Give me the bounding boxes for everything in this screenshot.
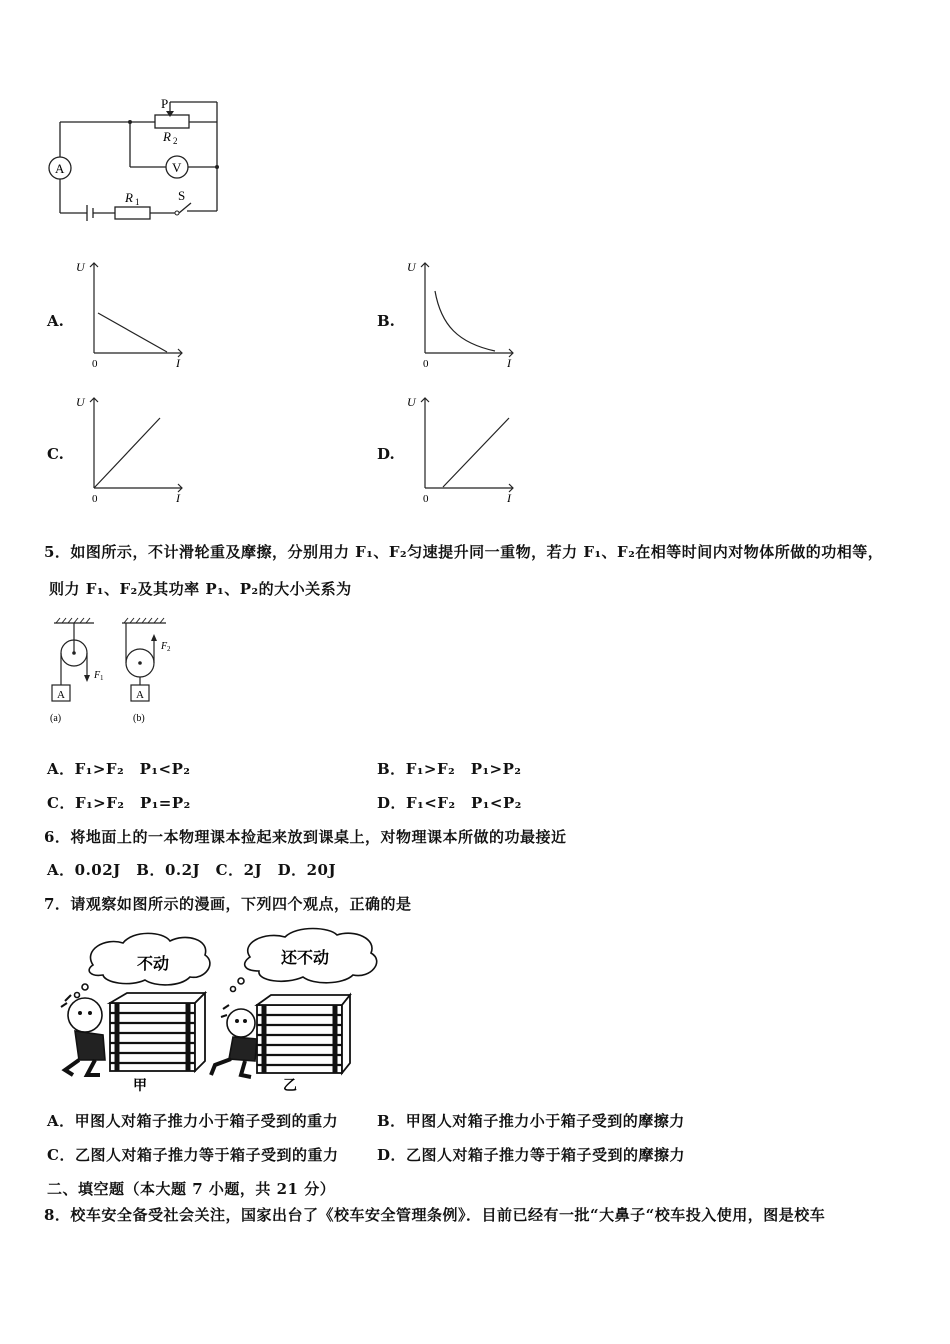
svg-text:0: 0 (92, 493, 98, 505)
svg-text:0: 0 (92, 358, 98, 370)
option-a-label: A. (47, 312, 64, 330)
graph-a (72, 255, 187, 370)
svg-text:U: U (407, 260, 416, 274)
svg-text:I: I (507, 491, 511, 505)
option-b-label: B. (377, 312, 395, 330)
q7-option-a: A．甲图人对箱子推力小于箱子受到的重力 (47, 1112, 339, 1130)
label-P: P (161, 96, 169, 111)
svg-text:A: A (136, 689, 144, 701)
q7-option-d: D．乙图人对箱子推力等于箱子受到的摩擦力 (377, 1146, 686, 1164)
q6-options: A．0.02J B．0.2J C．2J D．20J (47, 861, 337, 879)
caption-left: 甲 (133, 1079, 147, 1094)
q6-question: 6．将地面上的一本物理课本捡起来放到课桌上，对物理课本所做的功最接近 (44, 828, 567, 846)
graph-d (403, 390, 518, 505)
svg-text:1: 1 (100, 674, 104, 682)
q5-option-c: C．F₁>F₂ P₁=P₂ (47, 794, 191, 812)
label-R2: R (163, 129, 171, 144)
q7-question: 7．请观察如图所示的漫画，下列四个观点，正确的是 (44, 895, 412, 913)
label-R1: R (125, 190, 133, 205)
section-2-heading: 二、填空题（本大题 7 小题，共 21 分） (47, 1180, 336, 1198)
svg-text:A: A (57, 689, 65, 701)
label-R1-sub: 1 (135, 197, 140, 207)
q5-option-a: A．F₁>F₂ P₁<P₂ (47, 760, 191, 778)
q8-question: 8．校车安全备受社会关注，国家出台了《校车安全管理条例》．目前已经有一批“大鼻子“校车投入使用，图是校车 (44, 1206, 826, 1224)
q7-option-b: B．甲图人对箱子推力小于箱子受到的摩擦力 (377, 1112, 685, 1130)
svg-text:U: U (76, 260, 85, 274)
bubble-right-text: 还不动 (281, 950, 330, 967)
option-c-label: C. (47, 445, 64, 463)
graph-b (403, 255, 518, 370)
q5-question-line1: 5．如图所示，不计滑轮重及摩擦，分别用力 F₁、F₂匀速提升同一重物，若力 F₁、F₂在相等时间内对物体所做的功相等， (44, 543, 884, 561)
q5-question-line2: 则力 F₁、F₂及其功率 P₁、P₂的大小关系为 (49, 580, 352, 598)
svg-text:U: U (76, 395, 85, 409)
voltmeter-label: V (172, 160, 182, 175)
svg-text:F: F (161, 641, 168, 652)
svg-text:(a): (a) (50, 713, 62, 724)
svg-text:(b): (b) (133, 713, 145, 724)
bubble-left-text: 不动 (137, 956, 170, 973)
label-R2-sub: 2 (173, 136, 178, 146)
circuit-diagram (45, 95, 230, 230)
svg-text:I: I (176, 491, 180, 505)
option-d-label: D. (377, 445, 395, 463)
svg-text:2: 2 (167, 645, 171, 653)
caption-right: 乙 (283, 1079, 297, 1094)
pulley-diagram (40, 615, 185, 730)
svg-text:I: I (507, 356, 511, 370)
ammeter-label: A (55, 161, 65, 176)
svg-text:0: 0 (423, 358, 429, 370)
q7-option-c: C．乙图人对箱子推力等于箱子受到的重力 (47, 1146, 339, 1164)
svg-text:0: 0 (423, 493, 429, 505)
svg-text:U: U (407, 395, 416, 409)
q5-option-b: B．F₁>F₂ P₁>P₂ (377, 760, 522, 778)
q5-option-d: D．F₁<F₂ P₁<P₂ (377, 794, 522, 812)
svg-text:I: I (176, 356, 180, 370)
cartoon-figure (45, 925, 390, 1095)
label-S: S (178, 188, 186, 203)
graph-c (72, 390, 187, 505)
svg-text:F: F (94, 670, 101, 681)
